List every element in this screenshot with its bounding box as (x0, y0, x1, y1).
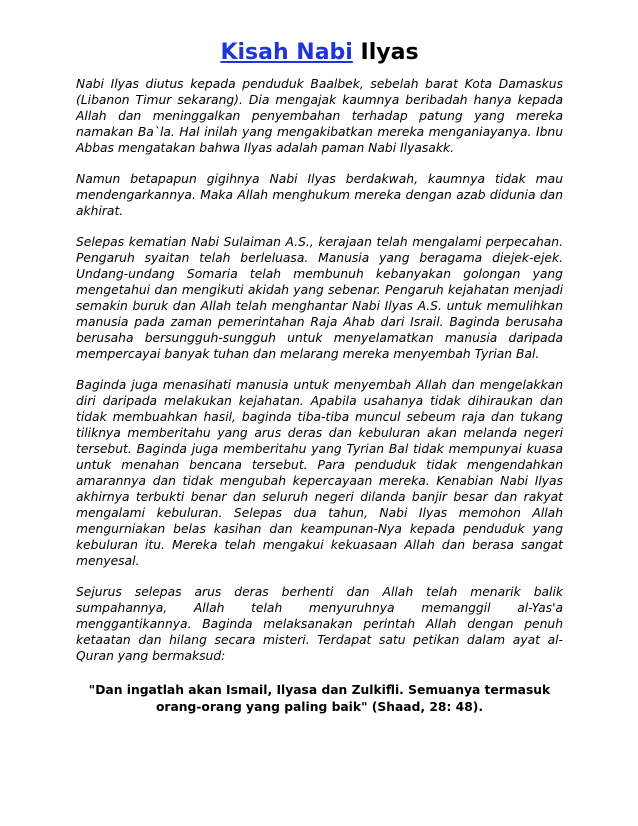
paragraph: Namun betapapun gigihnya Nabi Ilyas berdakwah, kaumnya tidak mau mendengarkannya. Maka Allah menghukum mereka dengan azab didunia dan akhirat. (76, 172, 563, 218)
page-title (76, 38, 563, 68)
paragraph: Nabi Ilyas diutus kepada penduduk Baalbek, sebelah barat Kota Damaskus (Libanon Timur sekarang). Dia mengajak kaumnya beribadah hanya kepada Allah dan meninggalkan penyembahan terhadap patung yang mereka namakan Ba`la. Hal inilah yang mengakibatkan mereka menganiayanya. Ibnu Abbas mengatakan bahwa Ilyas adalah paman Nabi Ilyasakk. (76, 77, 563, 155)
document-page (76, 38, 563, 716)
quran-quote: "Dan ingatlah akan Ismail, Ilyasa dan Zulkifli. Semuanya termasuk orang-orang yang paling baik" (Shaad, 28: 48). (88, 683, 551, 714)
title-link[interactable]: Kisah Nabi (220, 40, 353, 65)
title-rest: Ilyas (360, 40, 419, 65)
paragraph: Sejurus selepas arus deras berhenti dan Allah telah menarik balik sumpahannya, Allah telah menyuruhnya memanggil al-Yas'a menggantikannya. Baginda melaksanakan perintah Allah dengan penuh ketaatan dan hilang secara misteri. Terdapat satu petikan dalam ayat al-Quran yang bermaksud: (76, 585, 563, 663)
paragraph: Baginda juga menasihati manusia untuk menyembah Allah dan mengelakkan diri daripada melakukan kejahatan. Apabila usahanya tidak dihiraukan dan tidak membuahkan hasil, baginda tiba-tiba muncul sebeum raja dan tukang tiliknya memberitahu yang arus deras dan kebuluran akan melanda negeri tersebut. Baginda juga memberitahu yang Tyrian Bal tidak mempunyai kuasa untuk menahan bencana tersebut. Para penduduk tidak mengendahkan amarannya dan tidak mengubah kepercayaan mereka. Kenabian Nabi Ilyas akhirnya terbukti benar dan seluruh negeri dilanda banjir besar dan rakyat mengalami kebuluran. Selepas dua tahun, Nabi Ilyas memohon Allah mengurniakan belas kasihan dan keampunan-Nya kepada penduduk yang kebuluran itu. Mereka telah mengakui kekuasaan Allah dan berasa sangat menyesal. (76, 378, 563, 568)
paragraph: Selepas kematian Nabi Sulaiman A.S., kerajaan telah mengalami perpecahan. Pengaruh syaitan telah berleluasa. Manusia yang beragama diejek-ejek. Undang-undang Somaria telah membunuh kebanyakan golongan yang mengetahui dan mengikuti akidah yang sebenar. Pengaruh kejahatan menjadi semakin buruk dan Allah telah menghantar Nabi Ilyas A.S. untuk memulihkan manusia pada zaman pemerintahan Raja Ahab dari Israil. Baginda berusaha berusaha bersungguh-sungguh untuk menyelamatkan manusia daripada mempercayai banyak tuhan dan melarang mereka menyembah Tyrian Bal. (76, 235, 563, 361)
